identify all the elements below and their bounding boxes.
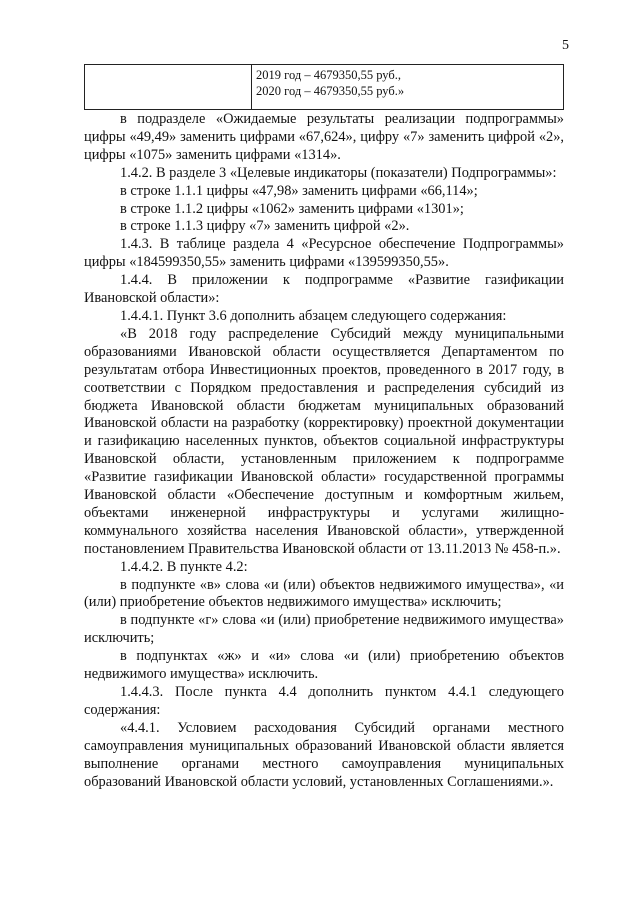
- paragraph-row-1-1-2: в строке 1.1.2 цифры «1062» заменить цифрами «1301»;: [120, 200, 464, 217]
- paragraph-subitem-v: в подпункте «в» слова «и (или) объектов недвижимого имущества», «и (или) приобретение объектов недвижимого имущества» исключить;: [84, 576, 564, 611]
- paragraph-1-4-2: 1.4.2. В разделе 3 «Целевые индикаторы (показатели) Подпрограммы»:: [120, 164, 557, 181]
- paragraph-1-4-4-2: 1.4.4.2. В пункте 4.2:: [120, 558, 248, 575]
- amount-2019: 2019 год – 4679350,55 руб.,: [256, 68, 401, 82]
- paragraph-subitems-zh-i: в подпунктах «ж» и «и» слова «и (или) приобретению объектов недвижимого имущества» исключить.: [84, 648, 564, 683]
- paragraph-row-1-1-1: в строке 1.1.1 цифры «47,98» заменить цифрами «66,114»;: [120, 182, 478, 199]
- paragraph-1-4-3: 1.4.3. В таблице раздела 4 «Ресурсное обеспечение Подпрограммы» цифры «184599350,55» заменить цифрами «139599350,55».: [84, 236, 564, 271]
- table-row: [85, 65, 564, 110]
- budget-table-fragment: [84, 64, 564, 110]
- table-cell-amounts: [252, 65, 564, 110]
- paragraph-quote-2018: «В 2018 году распределение Субсидий между муниципальными образованиями Ивановской области осуществляется Департаментом по результатам отбора Инвестиционных проектов, проведенного в 2017 году, в соответствии с Порядком предоставления и распределения субсидий из бюджета Ивановской области бюджетам муниципальных образований Ивановской области на разработку (корректировку) проектной документации и газификацию населенных пунктов, объектов социальной инфраструктуры Ивановской области, установленным приложением к подпрограмме «Развитие газификации Ивановской области» государственной программы Ивановской области «Обеспечение доступным и комфортным жильем, объектами инженерной инфраструктуры и услугами жилищно-коммунального хозяйства населения Ивановской области», утвержденной постановлением Правительства Ивановской области от 13.11.2013 № 458-п.».: [84, 325, 564, 557]
- amount-2020: 2020 год – 4679350,55 руб.»: [256, 84, 405, 98]
- paragraph-1-4-4-3: 1.4.4.3. После пункта 4.4 дополнить пунктом 4.4.1 следующего содержания:: [84, 684, 564, 718]
- paragraph-expected-results: в подразделе «Ожидаемые результаты реализации подпрограммы» цифры «49,49» заменить цифрами «67,624», цифру «7» заменить цифрой «2», цифры «1075» заменить цифрами «1314».: [84, 111, 564, 163]
- paragraph-quote-4-4-1: «4.4.1. Условием расходования Субсидий органами местного самоуправления муниципальных образований Ивановской области является выполнение органами местного самоуправления муниципальных образований Ивановской области условий, установленных Соглашениями.».: [84, 719, 564, 790]
- paragraph-1-4-4-1: 1.4.4.1. Пункт 3.6 дополнить абзацем следующего содержания:: [120, 307, 507, 324]
- page-number: 5: [562, 38, 569, 53]
- document-body: [84, 111, 564, 791]
- paragraph-subitem-g: в подпункте «г» слова «и (или) приобретение недвижимого имущества» исключить;: [84, 612, 564, 647]
- paragraph-1-4-4: 1.4.4. В приложении к подпрограмме «Развитие газификации Ивановской области»:: [84, 272, 564, 307]
- paragraph-row-1-1-3: в строке 1.1.3 цифру «7» заменить цифрой «2».: [120, 218, 410, 235]
- table-cell-empty: [85, 65, 252, 110]
